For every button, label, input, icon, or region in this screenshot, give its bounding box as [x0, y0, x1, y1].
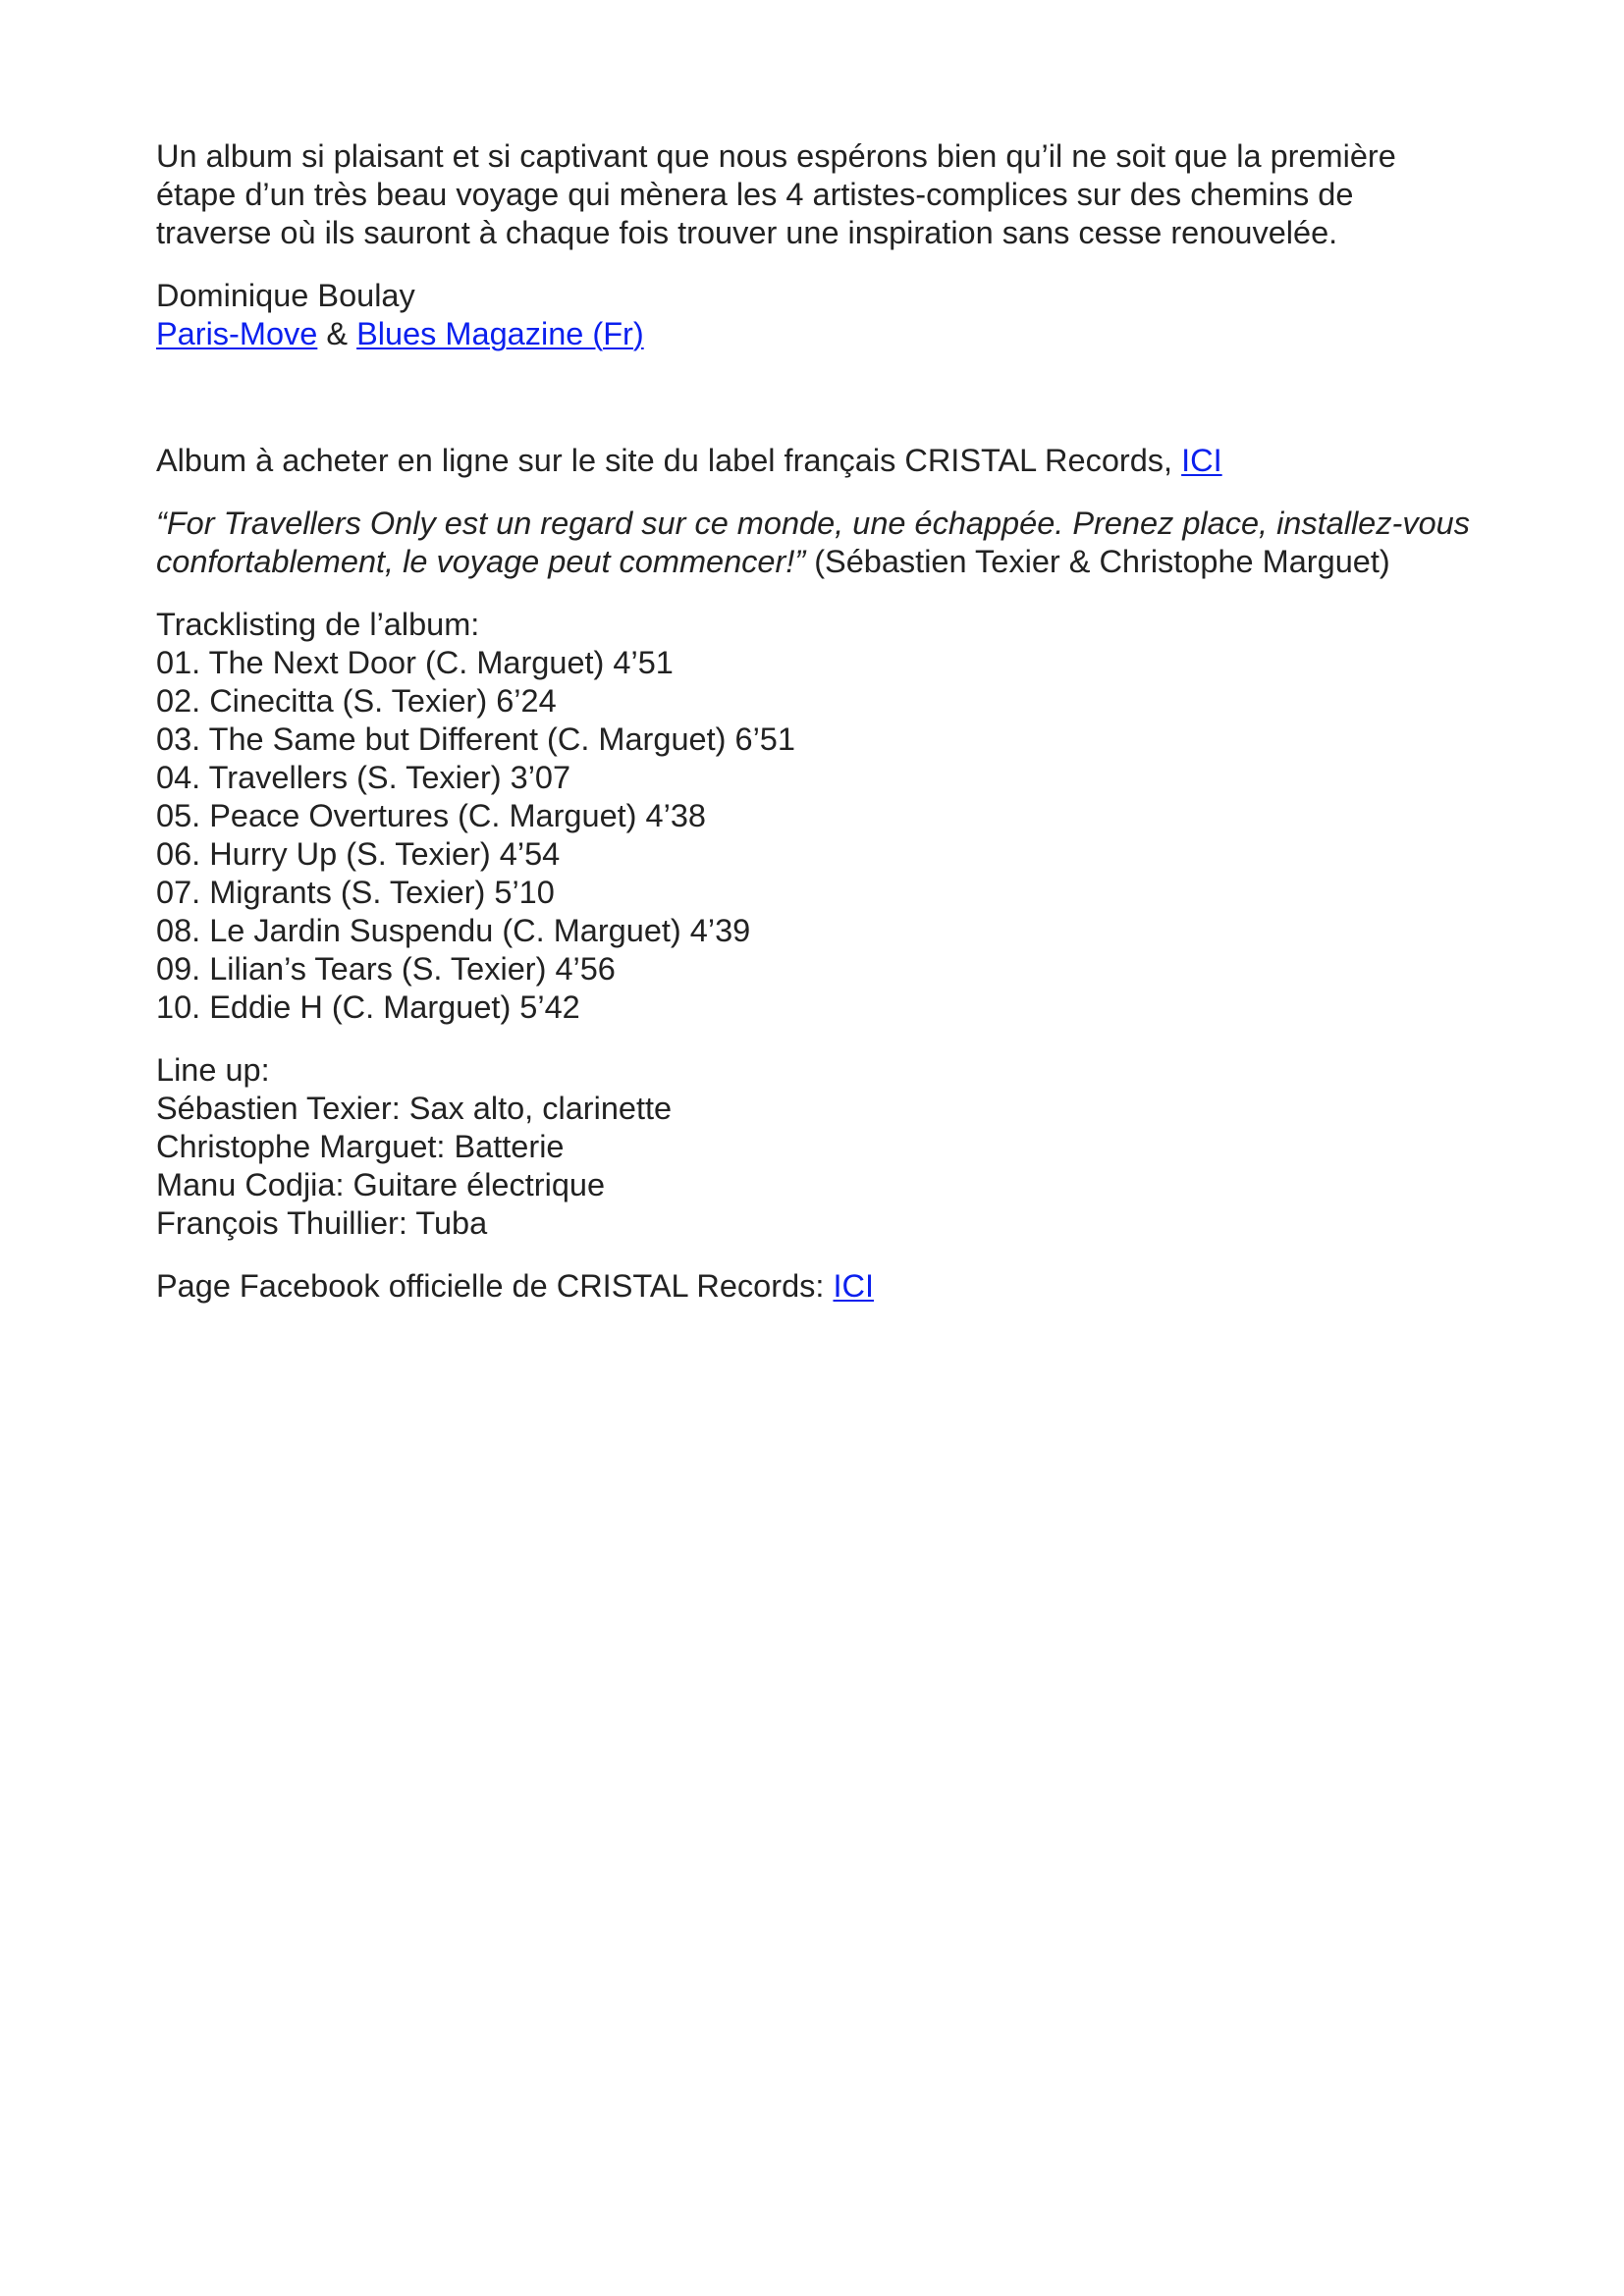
track-item: 08. Le Jardin Suspendu (C. Marguet) 4’39: [156, 913, 751, 948]
publication-links: [156, 315, 1472, 353]
quote-text: “For Travellers Only est un regard sur ce monde, une échappée. Prenez place, installez-vous confortablement, le voyage peut commencer!”: [156, 506, 1470, 579]
paris-move-link[interactable]: Paris-Move: [156, 316, 318, 351]
facebook-paragraph: [156, 1267, 1472, 1306]
lineup-member: Christophe Marguet: Batterie: [156, 1129, 565, 1164]
facebook-link[interactable]: ICI: [833, 1268, 874, 1304]
lineup-block: [156, 1051, 1472, 1243]
track-item: 02. Cinecitta (S. Texier) 6’24: [156, 683, 557, 719]
lineup-member: Sébastien Texier: Sax alto, clarinette: [156, 1091, 673, 1126]
intro-paragraph: Un album si plaisant et si captivant que nous espérons bien qu’il ne soit que la première étape d’un très beau voyage qui mènera les 4 artistes-complices sur des chemins de traverse où ils sauront à chaque fois trouver une inspiration sans cesse renouvelée.: [156, 138, 1396, 250]
tracklist-heading: Tracklisting de l’album:: [156, 607, 480, 642]
link-separator: &: [317, 316, 357, 351]
track-item: 06. Hurry Up (S. Texier) 4’54: [156, 836, 561, 872]
lineup-member: François Thuillier: Tuba: [156, 1205, 488, 1241]
track-item: 04. Travellers (S. Texier) 3’07: [156, 760, 571, 795]
purchase-paragraph: [156, 442, 1472, 480]
purchase-link[interactable]: ICI: [1181, 443, 1222, 478]
track-item: 10. Eddie H (C. Marguet) 5’42: [156, 989, 580, 1025]
lineup-member: Manu Codjia: Guitare électrique: [156, 1167, 606, 1202]
purchase-text: Album à acheter en ligne sur le site du label français CRISTAL Records,: [156, 443, 1182, 478]
quote-paragraph: [156, 505, 1472, 581]
track-item: 07. Migrants (S. Texier) 5’10: [156, 875, 555, 910]
lineup-heading: Line up:: [156, 1052, 270, 1088]
signature-block: [156, 277, 1472, 353]
author-name: Dominique Boulay: [156, 278, 415, 313]
track-item: 05. Peace Overtures (C. Marguet) 4’38: [156, 798, 706, 833]
track-item: 01. The Next Door (C. Marguet) 4’51: [156, 645, 674, 680]
track-item: 09. Lilian’s Tears (S. Texier) 4’56: [156, 951, 616, 987]
facebook-text: Page Facebook officielle de CRISTAL Records:: [156, 1268, 834, 1304]
document-page: [156, 137, 1472, 1306]
blues-magazine-link[interactable]: Blues Magazine (Fr): [356, 316, 644, 351]
tracklist-block: [156, 606, 1472, 1027]
quote-attribution: (Sébastien Texier & Christophe Marguet): [805, 544, 1390, 579]
track-item: 03. The Same but Different (C. Marguet) 6’51: [156, 721, 795, 757]
